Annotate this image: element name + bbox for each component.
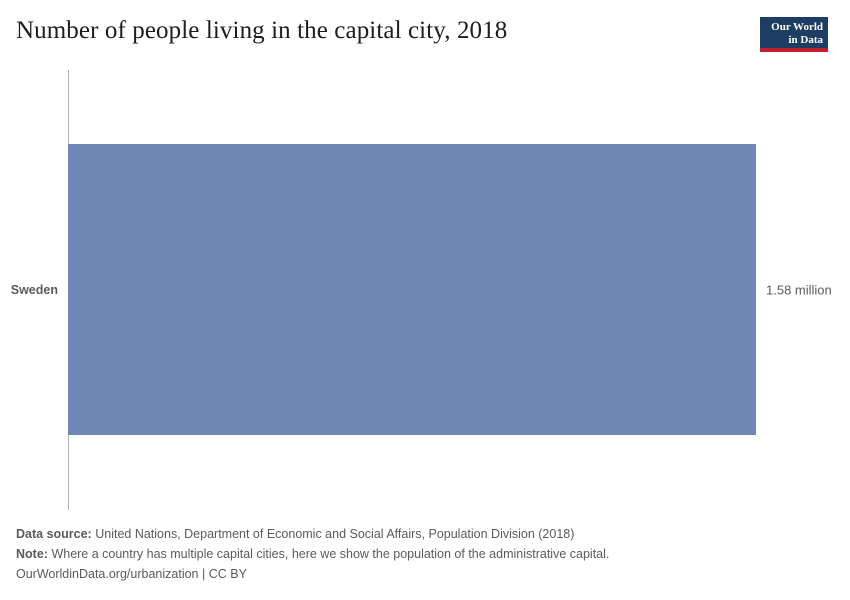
footer-source-text: United Nations, Department of Economic and Social Affairs, Population Division (2018)	[95, 527, 575, 541]
plot-area	[0, 55, 850, 510]
footer-url-link[interactable]: OurWorldinData.org/urbanization	[16, 567, 199, 581]
footer-note-line	[16, 544, 816, 564]
footer-separator: |	[202, 567, 206, 581]
bar-value-label: 1.58 million	[766, 282, 832, 297]
bar-category-label: Sweden	[10, 282, 58, 297]
bar-row	[10, 144, 832, 435]
footer-source-line	[16, 524, 816, 544]
owid-logo-line-2: in Data	[788, 33, 823, 46]
chart-footer	[16, 524, 816, 584]
owid-logo[interactable]	[760, 17, 828, 52]
footer-note-label: Note:	[16, 547, 48, 561]
page-title: Number of people living in the capital city, 2018	[16, 17, 508, 44]
footer-license: CC BY	[208, 567, 247, 581]
footer-license-line	[16, 564, 816, 584]
footer-source-label: Data source:	[16, 527, 92, 541]
owid-logo-line-1: Our World	[771, 21, 823, 33]
bar-sweden[interactable]	[68, 144, 756, 435]
footer-note-text: Where a country has multiple capital cities, here we show the population of the administrative capital.	[51, 547, 610, 561]
